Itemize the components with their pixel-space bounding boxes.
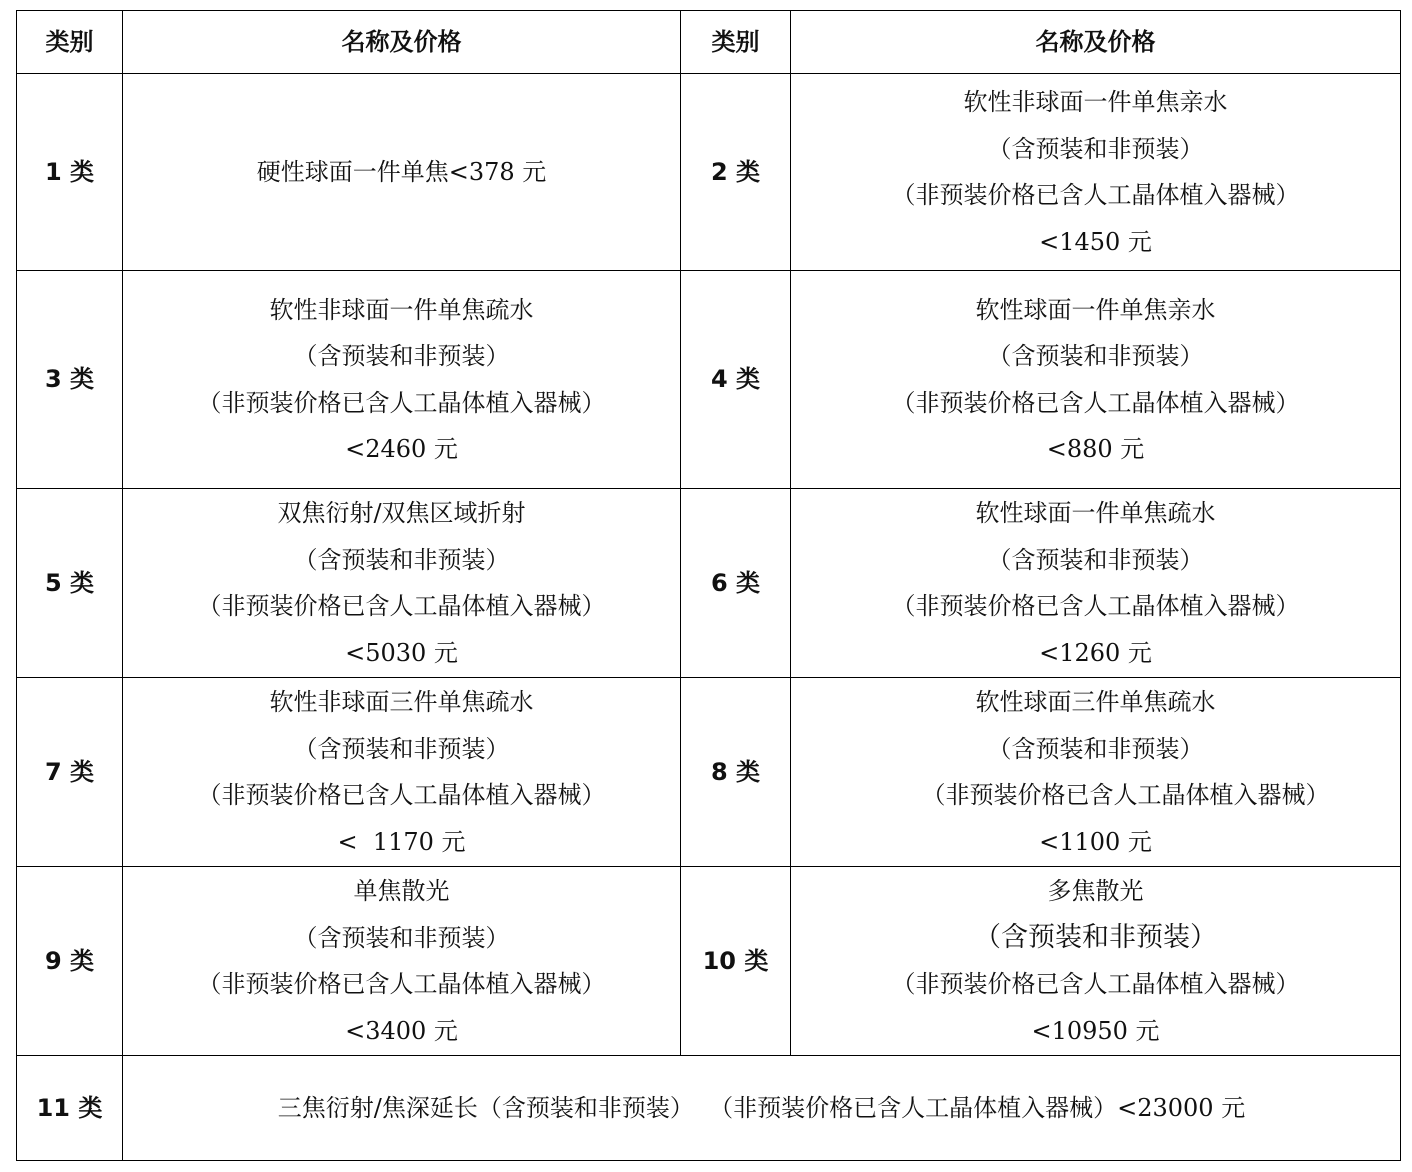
name-price-line: < 1170 元 bbox=[337, 827, 466, 856]
name-price-line: （非预装价格已含人工晶体植入器械） bbox=[921, 781, 1330, 809]
table-row bbox=[17, 867, 1401, 1056]
name-price-line: 三焦衍射/焦深延长（含预装和非预装） （非预装价格已含人工晶体植入器械）<23000 元 bbox=[277, 1093, 1246, 1122]
name-price-line: 软性球面一件单焦亲水 bbox=[975, 295, 1216, 324]
name-price-line: <1100 元 bbox=[1039, 827, 1152, 856]
header-name-price-left: 名称及价格 bbox=[123, 11, 681, 74]
category-cell: 6 类 bbox=[681, 489, 791, 678]
name-price-cell bbox=[123, 74, 681, 271]
name-price-line: 软性非球面一件单焦亲水 bbox=[963, 88, 1228, 116]
name-price-cell bbox=[123, 489, 681, 678]
name-price-line: （含预装和非预装） bbox=[293, 545, 510, 574]
category-cell: 7 类 bbox=[17, 678, 123, 867]
name-price-cell bbox=[123, 678, 681, 867]
name-price-line: 软性非球面三件单焦疏水 bbox=[269, 688, 534, 716]
name-price-line: 双焦衍射/双焦区域折射 bbox=[277, 499, 526, 527]
name-price-cell bbox=[791, 678, 1401, 867]
name-price-line: <10950 元 bbox=[1031, 1016, 1160, 1045]
category-cell: 8 类 bbox=[681, 678, 791, 867]
header-category-left: 类别 bbox=[17, 11, 123, 74]
name-price-line: （含预装和非预装） bbox=[987, 134, 1204, 163]
category-cell: 11 类 bbox=[17, 1056, 123, 1161]
name-price-line: （含预装和非预装） bbox=[987, 734, 1204, 763]
name-price-line: 多焦散光 bbox=[1047, 877, 1144, 905]
category-cell: 4 类 bbox=[681, 271, 791, 489]
category-cell: 3 类 bbox=[17, 271, 123, 489]
name-price-cell bbox=[791, 271, 1401, 489]
name-price-cell bbox=[791, 74, 1401, 271]
lens-price-table bbox=[16, 10, 1401, 1161]
name-price-line: 软性球面三件单焦疏水 bbox=[975, 688, 1216, 716]
name-price-line: （非预装价格已含人工晶体植入器械） bbox=[197, 388, 606, 417]
table-header-row bbox=[17, 11, 1401, 74]
name-price-line: 软性球面一件单焦疏水 bbox=[975, 499, 1216, 527]
name-price-line: （非预装价格已含人工晶体植入器械） bbox=[891, 970, 1300, 998]
category-cell: 9 类 bbox=[17, 867, 123, 1056]
name-price-line: <5030 元 bbox=[345, 638, 458, 667]
table-row bbox=[17, 678, 1401, 867]
name-price-line: （非预装价格已含人工晶体植入器械） bbox=[891, 388, 1300, 417]
category-cell: 2 类 bbox=[681, 74, 791, 271]
name-price-line: <1260 元 bbox=[1039, 638, 1152, 667]
name-price-line: 软性非球面一件单焦疏水 bbox=[269, 295, 534, 324]
name-price-cell bbox=[791, 489, 1401, 678]
name-price-line: （含预装和非预装） bbox=[974, 921, 1217, 953]
name-price-line: （含预装和非预装） bbox=[987, 342, 1204, 370]
name-price-line: （非预装价格已含人工晶体植入器械） bbox=[197, 592, 606, 620]
name-price-line: 单焦散光 bbox=[353, 877, 450, 905]
name-price-line: 硬性球面一件单焦<378 元 bbox=[256, 157, 547, 186]
category-cell: 1 类 bbox=[17, 74, 123, 271]
name-price-cell bbox=[123, 1056, 1401, 1161]
name-price-line: （非预装价格已含人工晶体植入器械） bbox=[891, 181, 1300, 209]
name-price-line: <1450 元 bbox=[1039, 227, 1152, 256]
name-price-cell bbox=[791, 867, 1401, 1056]
name-price-line: （含预装和非预装） bbox=[293, 923, 510, 952]
header-category-right: 类别 bbox=[681, 11, 791, 74]
category-cell: 10 类 bbox=[681, 867, 791, 1056]
table-row bbox=[17, 271, 1401, 489]
table-row bbox=[17, 1056, 1401, 1161]
name-price-line: <880 元 bbox=[1046, 435, 1145, 463]
name-price-cell bbox=[123, 867, 681, 1056]
name-price-line: （含预装和非预装） bbox=[293, 342, 510, 370]
table-row bbox=[17, 74, 1401, 271]
name-price-line: （含预装和非预装） bbox=[987, 545, 1204, 574]
name-price-line: <3400 元 bbox=[345, 1016, 458, 1045]
name-price-line: （非预装价格已含人工晶体植入器械） bbox=[197, 970, 606, 998]
name-price-line: （含预装和非预装） bbox=[293, 734, 510, 763]
name-price-cell bbox=[123, 271, 681, 489]
table-row bbox=[17, 489, 1401, 678]
category-cell: 5 类 bbox=[17, 489, 123, 678]
name-price-line: （非预装价格已含人工晶体植入器械） bbox=[891, 592, 1300, 620]
name-price-line: （非预装价格已含人工晶体植入器械） bbox=[197, 781, 606, 809]
name-price-line: <2460 元 bbox=[345, 435, 458, 463]
header-name-price-right: 名称及价格 bbox=[791, 11, 1401, 74]
